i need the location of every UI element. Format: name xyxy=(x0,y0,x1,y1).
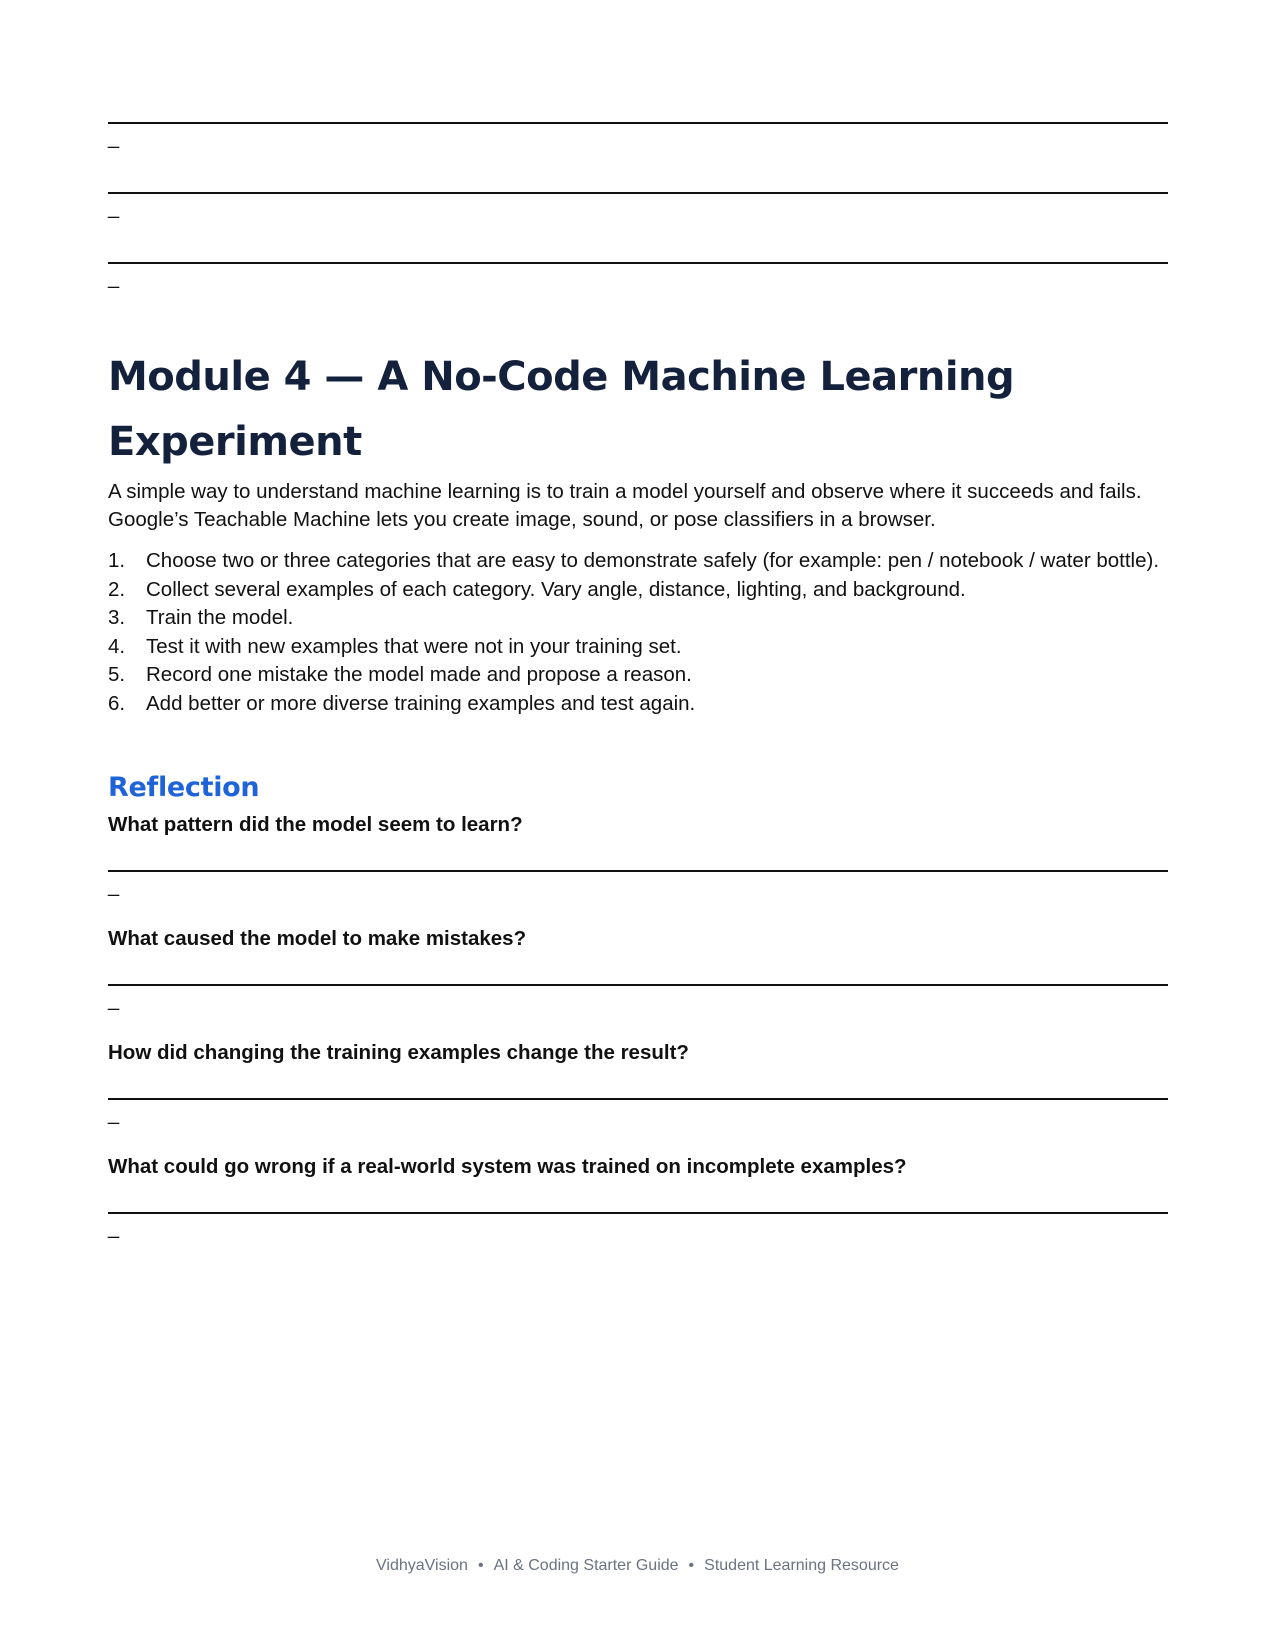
previous-answer-lines xyxy=(108,100,1168,310)
question-text: What could go wrong if a real-world system was trained on incomplete examples? xyxy=(108,1155,907,1178)
answer-line[interactable] xyxy=(108,848,1168,872)
reflection-questions xyxy=(108,812,1168,1268)
answer-block xyxy=(108,240,1168,310)
step-number: 4. xyxy=(108,634,126,658)
answer-line-tail: _ xyxy=(108,197,120,219)
reflection-question xyxy=(108,812,1168,926)
step-text: Collect several examples of each category. Vary angle, distance, lighting, and background. xyxy=(146,577,966,601)
question-text: What pattern did the model seem to learn? xyxy=(108,813,523,836)
answer-block xyxy=(108,170,1168,240)
step-number: 5. xyxy=(108,663,126,686)
answer-line[interactable] xyxy=(108,962,1168,986)
step-text: Add better or more diverse training examples and test again. xyxy=(146,691,696,715)
answer-line-tail: _ xyxy=(108,989,120,1011)
step-item xyxy=(108,661,1168,690)
step-text: Test it with new examples that were not in your training set. xyxy=(146,634,682,658)
footer-brand: VidhyaVision xyxy=(376,1557,468,1574)
answer-line[interactable] xyxy=(108,100,1168,124)
reflection-question xyxy=(108,1154,1168,1268)
step-item xyxy=(108,690,1168,719)
step-text: Record one mistake the model made and propose a reason. xyxy=(146,663,692,686)
question-text: How did changing the training examples change the result? xyxy=(108,1041,689,1064)
page-footer xyxy=(0,1557,1275,1575)
step-text: Choose two or three categories that are easy to demonstrate safely (for example: pen / notebook / water bottle). xyxy=(146,549,1160,572)
answer-line[interactable] xyxy=(108,240,1168,264)
step-item xyxy=(108,547,1168,576)
steps-list xyxy=(108,547,1168,718)
answer-line-tail: _ xyxy=(108,127,120,149)
reflection-question xyxy=(108,926,1168,1040)
step-number: 6. xyxy=(108,691,126,715)
answer-line-tail: _ xyxy=(108,267,120,289)
step-number: 1. xyxy=(108,549,126,572)
answer-line-tail: _ xyxy=(108,1103,120,1125)
answer-line-tail: _ xyxy=(108,1217,120,1239)
answer-line[interactable] xyxy=(108,170,1168,194)
step-item xyxy=(108,576,1168,605)
footer-guide: AI & Coding Starter Guide xyxy=(493,1557,679,1574)
question-text: What caused the model to make mistakes? xyxy=(108,927,527,950)
step-text: Train the model. xyxy=(146,606,294,629)
step-number: 2. xyxy=(108,577,126,601)
footer-separator: • xyxy=(688,1557,695,1574)
answer-line-tail: _ xyxy=(108,875,120,897)
footer-separator: • xyxy=(477,1557,484,1574)
step-item xyxy=(108,604,1168,633)
answer-block xyxy=(108,100,1168,170)
reflection-question xyxy=(108,1040,1168,1154)
answer-line[interactable] xyxy=(108,1076,1168,1100)
step-item xyxy=(108,633,1168,662)
step-number: 3. xyxy=(108,606,126,629)
module-title: Module 4 — A No-Code Machine Learning Experiment xyxy=(108,354,1015,465)
answer-line[interactable] xyxy=(108,1190,1168,1214)
module-intro: A simple way to understand machine learning is to train a model yourself and observe where it succeeds and fails. Google’s Teachable Machine lets you create image, sound, or pose classifiers in a browser. xyxy=(108,480,1142,531)
footer-resource: Student Learning Resource xyxy=(704,1557,899,1574)
reflection-heading: Reflection xyxy=(108,772,260,803)
